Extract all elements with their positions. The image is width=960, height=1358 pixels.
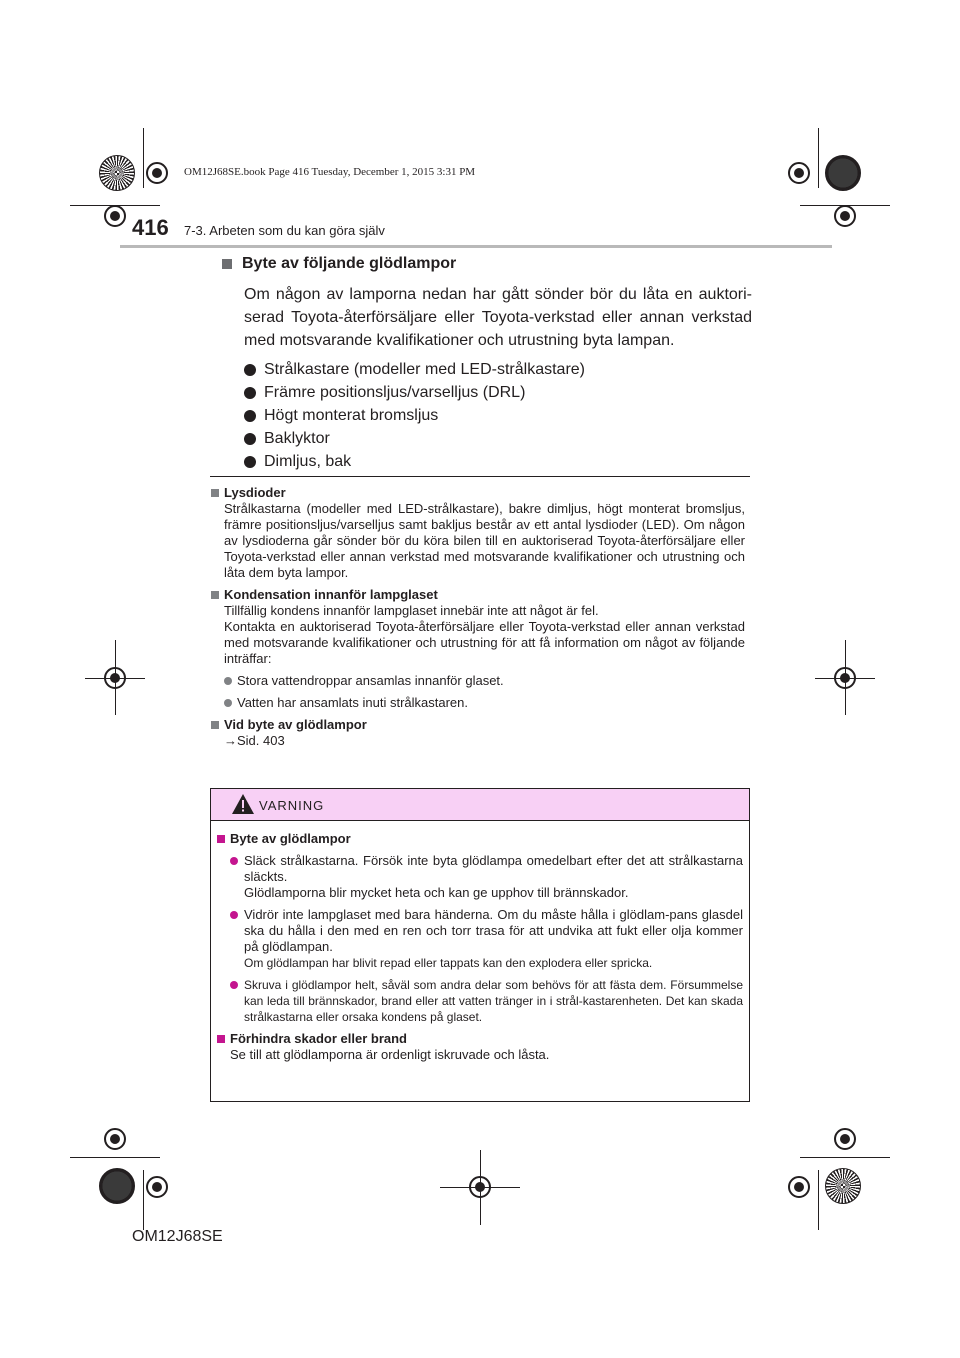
bullet-dot-icon [244, 456, 256, 468]
bullet-dot-icon [244, 410, 256, 422]
crop-line [818, 128, 819, 188]
crop-line [143, 1170, 144, 1230]
list-item: Baklyktor [244, 427, 752, 450]
book-info-line: OM12J68SE.book Page 416 Tuesday, December 1, 2015 3:31 PM [184, 166, 476, 178]
warning-heading-bulb-change: Byte av glödlampor [217, 831, 743, 847]
registration-mark-icon [146, 162, 168, 184]
note-heading-led: Lysdioder [211, 485, 745, 501]
warning-box [210, 788, 750, 1102]
square-bullet-icon [217, 1035, 225, 1043]
crop-line [800, 1157, 890, 1158]
footer-code: OM12J68SE [132, 1228, 223, 1245]
note-text-led: Strålkastarna (modeller med LED-strålkastare), bakre dimljus, högt monterat bromsljus, främre positionsljus/varselljus samt bakljus består av ett antal lysdioder (LED). Om någon av lysdioderna går sönder bör du köra bilen till en auktoriserad Toyota-återförsäljare eller Toyota-verkstad eller annan verkstad med motsvarande kvalifikationer och utrustning och låta dem byta lampor. [224, 501, 745, 580]
warning-header [211, 789, 749, 821]
section-title: 7-3. Arbeten som du kan göra själv [184, 223, 385, 238]
crop-line [818, 1170, 819, 1230]
registration-mark-icon [104, 205, 126, 227]
registration-mark-icon [146, 1176, 168, 1198]
square-bullet-icon [211, 721, 219, 729]
list-item: Högt monterat bromsljus [244, 404, 752, 427]
list-item: Skruva i glödlampor helt, såväl som andra delar som behövs för att fästa dem. Försummelse kan leda till brännskador, brand eller att vatten tränger in i strål-kastarenheten. Det kan skada strålkastarna eller orsaka kondens på glaset. [230, 977, 743, 1025]
list-item: Vidrör inte lampglaset med bara händerna. Om du måste hålla i glödlam-pans glasdel ska du hålla i den med en ren och torr trasa för att undvika att fukt eller olja kommer på glödlampan. Om glödlampan har blivit repad eller tappats kan den explodera eller spricka. [230, 907, 743, 971]
list-item: Främre positionsljus/varselljus (DRL) [244, 381, 752, 404]
page-number: 416 [132, 215, 169, 240]
square-bullet-icon [222, 259, 232, 269]
crop-line [70, 1157, 160, 1158]
registration-mark-icon [104, 1128, 126, 1150]
list-item: Dimljus, bak [244, 450, 752, 473]
color-target-icon [825, 155, 861, 191]
bullet-dot-icon [224, 677, 232, 685]
registration-mark-icon [104, 667, 126, 689]
bullet-dot-icon [244, 387, 256, 399]
bulb-list [244, 358, 752, 473]
square-bullet-icon [211, 591, 219, 599]
main-heading: Byte av följande glödlampor [222, 255, 752, 273]
bullet-dot-icon [244, 433, 256, 445]
main-section [222, 255, 752, 473]
registration-mark-icon [788, 1176, 810, 1198]
note-heading-condensation: Kondensation innanför lampglaset [211, 587, 745, 603]
bullet-dot-icon [224, 699, 232, 707]
registration-mark-icon [834, 1128, 856, 1150]
list-item: Släck strålkastarna. Försök inte byta glödlampa omedelbart efter det att strålkastarna släckts. Glödlamporna blir mycket heta och kan ge upphov till brännskador. [230, 853, 743, 901]
crop-line [143, 128, 144, 188]
registration-mark-icon [788, 162, 810, 184]
bullet-dot-icon [230, 981, 238, 989]
note-heading-bulb-change: Vid byte av glödlampor [211, 717, 745, 733]
registration-mark-icon [834, 205, 856, 227]
bullet-dot-icon [230, 911, 238, 919]
main-lead-text: Om någon av lamporna nedan har gått sönder bör du låta en auktori-serad Toyota-återförsäljare eller Toyota-verkstad eller annan verkstad med motsvarande kvalifikationer och utrustning byta lampan. [244, 286, 752, 349]
warning-body [211, 821, 749, 1063]
color-target-icon [825, 1168, 861, 1204]
warning-text-prevent-damage: Se till att glödlamporna är ordenligt iskruvade och låsta. [230, 1047, 550, 1062]
note-text-condensation-contact: Kontakta en auktoriserad Toyota-återförsäljare eller Toyota-verkstad eller annan verkstad med motsvarande kvalifikationer och utrustning för att få information om något av följande inträffar: [224, 619, 745, 666]
warning-heading-prevent-damage: Förhindra skador eller brand [217, 1031, 743, 1047]
warning-triangle-icon [231, 793, 255, 815]
warning-title: VARNING [259, 798, 325, 813]
section-divider [210, 476, 750, 477]
square-bullet-icon [211, 489, 219, 497]
list-item: Vatten har ansamlats inuti strålkastaren. [224, 695, 745, 711]
square-bullet-icon [217, 835, 225, 843]
notes-section [211, 485, 745, 749]
bullet-dot-icon [230, 857, 238, 865]
color-target-icon [99, 1168, 135, 1204]
bullet-dot-icon [244, 364, 256, 376]
page-reference-link[interactable]: →Sid. 403 [224, 733, 285, 748]
header-rule [120, 245, 832, 248]
registration-mark-icon [834, 667, 856, 689]
list-item: Strålkastare (modeller med LED-strålkastare) [244, 358, 752, 381]
note-text-condensation: Tillfällig kondens innanför lampglaset innebär inte att något är fel. [224, 603, 599, 618]
list-item: Stora vattendroppar ansamlas innanför glaset. [224, 673, 745, 689]
registration-mark-icon [469, 1176, 491, 1198]
color-target-icon [99, 155, 135, 191]
